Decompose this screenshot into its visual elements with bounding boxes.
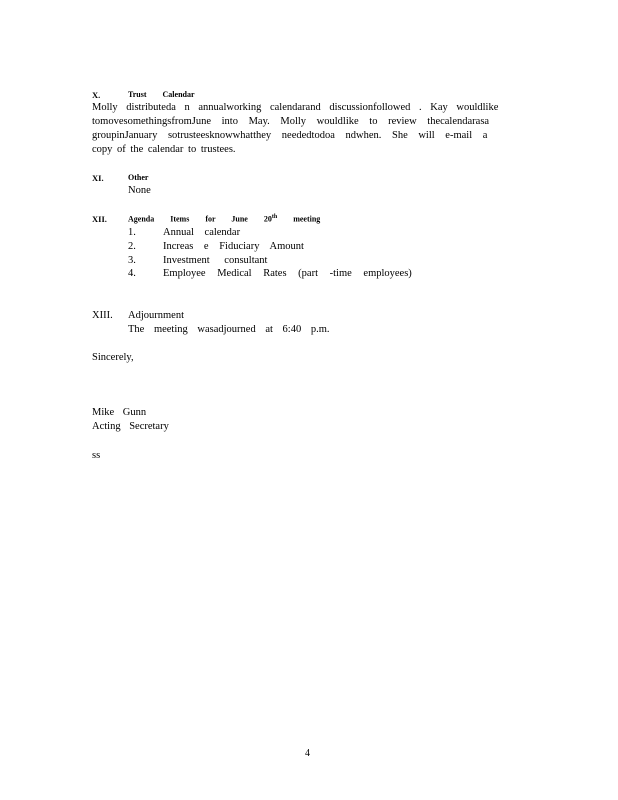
- section-xiii-body: The meeting wasadjourned at 6:40 p.m.: [128, 324, 330, 335]
- closing: Sincerely,: [92, 352, 134, 363]
- signature-name: Mike Gunn: [92, 407, 147, 418]
- section-x-line-3: groupinJanuary sotrusteesknowwhatthey neededtodoa ndwhen. She will e-mail a: [92, 130, 488, 141]
- section-x-line-2: tomovesomethingsfromJune into May. Molly wouldlike to review thecalendarasa: [92, 116, 490, 127]
- section-xi-title: Other: [128, 173, 149, 182]
- page-number: 4: [305, 748, 310, 759]
- section-xiii-number: XIII.: [92, 310, 113, 321]
- section-xi-body: None: [128, 185, 151, 196]
- section-x-title: Trust Calendar: [128, 90, 195, 99]
- section-xii-title-sup: th: [271, 214, 278, 220]
- section-x-line-1: Molly distributeda n annualworking calendarand discussionfollowed . Kay wouldlike: [92, 102, 499, 113]
- section-xii-title: [128, 214, 320, 224]
- agenda-item-1-text: Annual calendar: [163, 227, 241, 238]
- section-xiii-title: Adjournment: [128, 310, 184, 321]
- typist-initials: ss: [92, 450, 101, 461]
- signature-title: Acting Secretary: [92, 421, 169, 432]
- agenda-item-2-text: Increas e Fiduciary Amount: [163, 241, 304, 252]
- agenda-item-4-num: 4.: [128, 268, 136, 279]
- section-xii-number: XII.: [92, 214, 107, 224]
- agenda-item-3-num: 3.: [128, 255, 136, 266]
- section-xii-title-post: meeting: [293, 214, 321, 224]
- agenda-item-4-text: Employee Medical Rates (part -time employees): [163, 268, 412, 279]
- agenda-item-2-num: 2.: [128, 241, 136, 252]
- section-xi-number: XI.: [92, 173, 104, 183]
- section-x-line-4: copy of the calendar to trustees.: [92, 144, 236, 155]
- agenda-item-3-text: Investment consultant: [163, 255, 268, 266]
- agenda-item-1-num: 1.: [128, 227, 136, 238]
- section-x-number: X.: [92, 90, 101, 100]
- section-xii-title-pre: Agenda Items for June 20: [128, 214, 272, 224]
